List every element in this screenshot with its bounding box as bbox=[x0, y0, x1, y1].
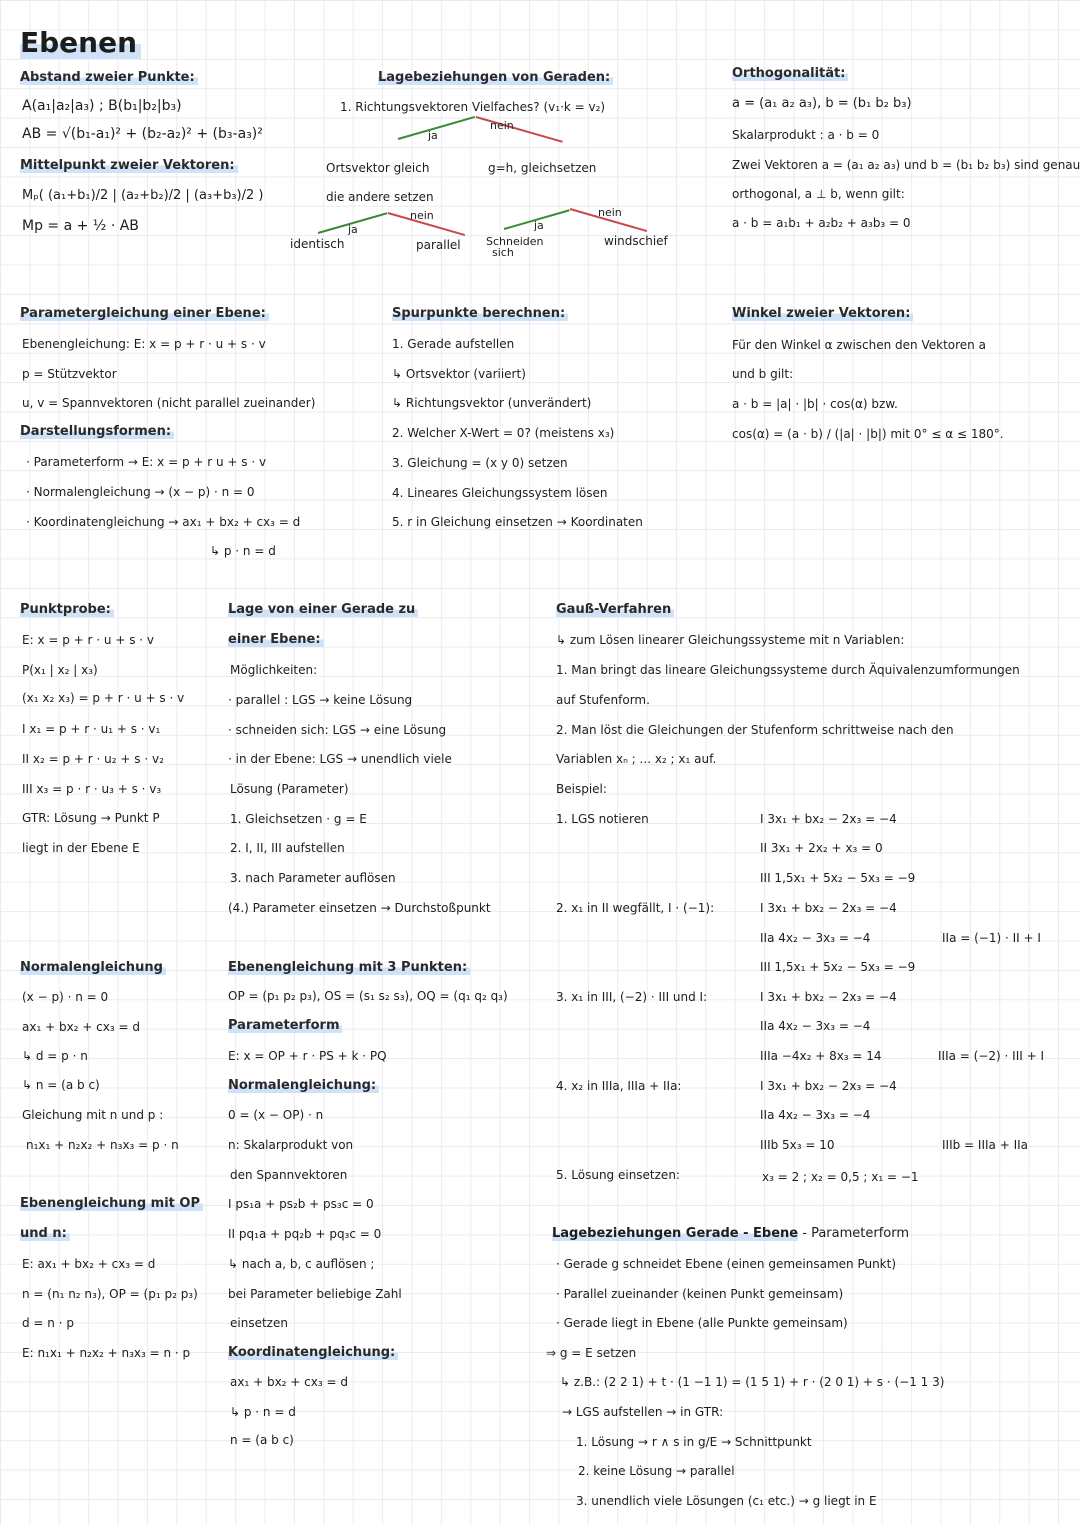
gauss-step4: 4. x₂ in IIIa, IIIa + IIa: bbox=[556, 1079, 682, 1093]
gerade-ebene-line2: · Parallel zueinander (keinen Punkt gemeinsam) bbox=[556, 1287, 844, 1301]
winkel-heading: Winkel zweier Vektoren: bbox=[732, 306, 913, 322]
abstand-points: A(a₁|a₂|a₃) ; B(b₁|b₂|b₃) bbox=[22, 98, 182, 114]
drei-punkte-heading: Ebenengleichung mit 3 Punkten: bbox=[228, 960, 470, 976]
parametergleichung-heading: Parametergleichung einer Ebene: bbox=[20, 306, 269, 322]
punktprobe-eq3: III x₃ = p · r · u₃ + s · v₃ bbox=[22, 782, 162, 796]
gauss-eq2: II 3x₁ + 2x₂ + x₃ = 0 bbox=[760, 841, 883, 855]
parameterform-eq: E: x = OP + r · PS + k · PQ bbox=[228, 1049, 387, 1063]
gauss-eq9: IIIa −4x₂ + 8x₃ = 14 bbox=[760, 1049, 882, 1063]
gerade-ebene-loesung2: 2. keine Lösung → parallel bbox=[578, 1464, 735, 1478]
result-schneiden: Schneiden bbox=[486, 235, 544, 248]
zwei-vektoren-line: Zwei Vektoren a = (a₁ a₂ a₃) und b = (b₁ b₂ b₃) sind genau bbox=[732, 158, 1080, 172]
mittelpunkt-heading: Mittelpunkt zweier Vektoren: bbox=[20, 158, 238, 174]
orthogonalitaet-heading: Orthogonalität: bbox=[732, 66, 848, 82]
normalen-line2: ax₁ + bx₂ + cx₃ = d bbox=[22, 1020, 140, 1034]
gerade-ebene-heading-row bbox=[552, 1226, 909, 1242]
gauss-eq12: IIIb 5x₃ = 10 bbox=[760, 1138, 835, 1152]
winkel-line2: und b gilt: bbox=[732, 367, 794, 381]
lage-step3: 3. nach Parameter auflösen bbox=[230, 871, 396, 885]
moeglichkeiten-line: Möglichkeiten: bbox=[230, 663, 318, 677]
lage-parallel: · parallel : LGS → keine Lösung bbox=[228, 693, 413, 707]
gauss-step2: 2. x₁ in II wegfällt, I · (−1): bbox=[556, 901, 715, 915]
op-n-line4: E: n₁x₁ + n₂x₂ + n₃x₃ = n · p bbox=[22, 1346, 191, 1360]
spurpunkte-step4: 4. Lineares Gleichungssystem lösen bbox=[392, 486, 608, 500]
winkel-line3: a · b = |a| · |b| · cos(α) bzw. bbox=[732, 397, 898, 411]
ortsvektor-text: Ortsvektor gleich bbox=[326, 161, 430, 175]
winkel-line1: Für den Winkel α zwischen den Vektoren a bbox=[732, 338, 986, 352]
spurpunkte-heading: Spurpunkte berechnen: bbox=[392, 306, 568, 322]
gauss-line2: 1. Man bringt das lineare Gleichungssysteme durch Äquivalenzumformungen bbox=[556, 663, 1020, 677]
beliebige-zahl-line: bei Parameter beliebige Zahl bbox=[228, 1287, 402, 1301]
gauss-line5: Variablen xₙ ; ... x₂ ; x₁ auf. bbox=[556, 752, 717, 766]
einsetzen-line: einsetzen bbox=[230, 1316, 288, 1330]
op-n-line1: E: ax₁ + bx₂ + cx₃ = d bbox=[22, 1257, 156, 1271]
gauss-eq8: IIa 4x₂ − 3x₃ = −4 bbox=[760, 1019, 871, 1033]
gauss-note1: IIa = (−1) · II + I bbox=[942, 931, 1041, 945]
punktprobe-line2: P(x₁ | x₂ | x₃) bbox=[22, 663, 98, 677]
gerade-ebene-heading-suffix: - Parameterform bbox=[798, 1226, 910, 1241]
branch-nein-line bbox=[476, 116, 563, 143]
abstand-formula: AB = √(b₁-a₁)² + (b₂-a₂)² + (b₃-a₃)² bbox=[22, 126, 263, 142]
result-identisch: identisch bbox=[290, 237, 345, 251]
gauss-step3: 3. x₁ in III, (−2) · III und I: bbox=[556, 990, 708, 1004]
spurpunkte-step1: 1. Gerade aufstellen bbox=[392, 337, 515, 351]
parameterform-heading: Parameterform bbox=[228, 1018, 342, 1034]
op-n-heading: Ebenengleichung mit OP bbox=[20, 1196, 203, 1212]
gerade-ebene-line1: · Gerade g schneidet Ebene (einen gemeinsamen Punkt) bbox=[556, 1257, 897, 1271]
gerade-ebene-beispiel: ↳ z.B.: (2 2 1) + t · (1 −1 1) = (1 5 1) + r · (2 0 1) + s · (−1 1 3) bbox=[560, 1375, 945, 1389]
punktprobe-line1: E: x = p + r · u + s · v bbox=[22, 633, 154, 647]
punktprobe-heading: Punktprobe: bbox=[20, 602, 114, 618]
result-windschief: windschief bbox=[604, 234, 668, 248]
punktprobe-eq2: II x₂ = p + r · u₂ + s · v₂ bbox=[22, 752, 164, 766]
stuetzvektor-line: p = Stützvektor bbox=[22, 367, 117, 381]
gerade-ebene-loesung1: 1. Lösung → r ∧ s in g/E → Schnittpunkt bbox=[576, 1435, 812, 1449]
normalen-line6: n₁x₁ + n₂x₂ + n₃x₃ = p · n bbox=[26, 1138, 179, 1152]
normalengleichung2-heading: Normalengleichung: bbox=[228, 1078, 379, 1094]
spurpunkte-step5: 5. r in Gleichung einsetzen → Koordinaten bbox=[392, 515, 643, 529]
normalen2-eq: 0 = (x − OP) · n bbox=[228, 1108, 324, 1122]
lage-in-ebene: · in der Ebene: LGS → unendlich viele bbox=[228, 752, 452, 766]
spurpunkte-richtungsvektor: ↳ Richtungsvektor (unverändert) bbox=[392, 396, 592, 410]
koordinatengleichung-line: · Koordinatengleichung → ax₁ + bx₂ + cx₃ = d bbox=[26, 515, 301, 529]
normalengleichung-line: · Normalengleichung → (x − p) · n = 0 bbox=[26, 485, 255, 499]
spurpunkte-step3: 3. Gleichung = (x y 0) setzen bbox=[392, 456, 568, 470]
gerade-ebene-line3: · Gerade liegt in Ebene (alle Punkte gemeinsam) bbox=[556, 1316, 848, 1330]
mittelpunkt-formula: Mₚ( (a₁+b₁)/2 | (a₂+b₂)/2 | (a₃+b₃)/2 ) bbox=[22, 188, 264, 203]
punktprobe-eq1: I x₁ = p + r · u₁ + s · v₁ bbox=[22, 722, 161, 736]
gauss-beispiel: Beispiel: bbox=[556, 782, 607, 796]
orthogonal-line: orthogonal, a ⊥ b, wenn gilt: bbox=[732, 187, 905, 201]
ortho-formula: a · b = a₁b₁ + a₂b₂ + a₃b₃ = 0 bbox=[732, 216, 911, 230]
spannvektoren-text: den Spannvektoren bbox=[230, 1168, 348, 1182]
lage-step4: (4.) Parameter einsetzen → Durchstoßpunkt bbox=[228, 901, 491, 915]
gauss-eq10: I 3x₁ + bx₂ − 2x₃ = −4 bbox=[760, 1079, 897, 1093]
skalarprodukt-line: Skalarprodukt : a · b = 0 bbox=[732, 128, 880, 142]
gauss-step1: 1. LGS notieren bbox=[556, 812, 649, 826]
lage-loesung: Lösung (Parameter) bbox=[230, 782, 349, 796]
abstand-heading: Abstand zweier Punkte: bbox=[20, 70, 198, 86]
gauss-line4: 2. Man löst die Gleichungen der Stufenform schrittweise nach den bbox=[556, 723, 954, 737]
darstellungsformen-heading: Darstellungsformen: bbox=[20, 424, 174, 440]
punktprobe-gtr: GTR: Lösung → Punkt P bbox=[22, 811, 160, 825]
spurpunkte-step2: 2. Welcher X-Wert = 0? (meistens x₃) bbox=[392, 426, 615, 440]
ebenengleichung-line: Ebenengleichung: E: x = p + r · u + s · v bbox=[22, 337, 266, 351]
gleichsetzen-text: g=h, gleichsetzen bbox=[488, 161, 597, 175]
gauss-eq1: I 3x₁ + bx₂ − 2x₃ = −4 bbox=[760, 812, 897, 826]
gauss-eq3: III 1,5x₁ + 5x₂ − 5x₃ = −9 bbox=[760, 871, 916, 885]
gerade-ebene-loesung3: 3. unendlich viele Lösungen (c₁ etc.) → g liegt in E bbox=[576, 1494, 877, 1508]
lage-schneiden: · schneiden sich: LGS → eine Lösung bbox=[228, 723, 447, 737]
drei-punkte-eq2: II pq₁a + pq₂b + pq₃c = 0 bbox=[228, 1227, 382, 1241]
page-title: Ebenen bbox=[20, 26, 141, 60]
gerade-ebene-heading: Lagebeziehungen Gerade - Ebene bbox=[552, 1226, 799, 1241]
gauss-eq4: I 3x₁ + bx₂ − 2x₃ = −4 bbox=[760, 901, 897, 915]
koordinatengleichung-heading: Koordinatengleichung: bbox=[228, 1345, 398, 1361]
normalen-line4: ↳ n = (a b c) bbox=[22, 1078, 100, 1092]
gerade-ebene-setzen: ⇒ g = E setzen bbox=[546, 1346, 637, 1360]
normalen-line5: Gleichung mit n und p : bbox=[22, 1108, 164, 1122]
koordinaten-n: n = (a b c) bbox=[230, 1433, 294, 1447]
op-n-line2: n = (n₁ n₂ n₃), OP = (p₁ p₂ p₃) bbox=[22, 1287, 198, 1301]
gauss-line1: ↳ zum Lösen linearer Gleichungssysteme mit n Variablen: bbox=[556, 633, 905, 647]
gauss-heading: Gauß-Verfahren bbox=[556, 602, 674, 618]
richtungsvektoren-question: 1. Richtungsvektoren Vielfaches? (v₁·k = v₂) bbox=[340, 100, 606, 114]
lage-gerade-heading2: einer Ebene: bbox=[228, 632, 324, 648]
branch-ja-label: ja bbox=[428, 129, 438, 142]
normalen-line1: (x − p) · n = 0 bbox=[22, 990, 109, 1004]
parameterform-line: · Parameterform → E: x = p + r u + s · v bbox=[26, 455, 267, 469]
gauss-eq11: IIa 4x₂ − 3x₃ = −4 bbox=[760, 1108, 871, 1122]
lage-step2: 2. I, II, III aufstellen bbox=[230, 841, 345, 855]
branch-ja3-label: ja bbox=[534, 219, 544, 232]
mittelpunkt-vector: Mp = a + ½ · AB bbox=[22, 218, 139, 234]
branch-ja2-label: ja bbox=[348, 223, 358, 236]
punktprobe-line3: (x₁ x₂ x₃) = p + r · u + s · v bbox=[22, 691, 185, 705]
gauss-line3: auf Stufenform. bbox=[556, 693, 650, 707]
gerade-ebene-gtr: → LGS aufstellen → in GTR: bbox=[562, 1405, 724, 1419]
gauss-eq7: I 3x₁ + bx₂ − 2x₃ = −4 bbox=[760, 990, 897, 1004]
branch-nein3-label: nein bbox=[598, 206, 622, 219]
skalarprodukt-von: n: Skalarprodukt von bbox=[228, 1138, 354, 1152]
koordinaten-eq: ax₁ + bx₂ + cx₃ = d bbox=[230, 1375, 348, 1389]
drei-punkte-vectors: OP = (p₁ p₂ p₃), OS = (s₁ s₂ s₃), OQ = (q₁ q₂ q₃) bbox=[228, 989, 508, 1003]
andere-setzen-text: die andere setzen bbox=[326, 190, 434, 204]
winkel-cos-formula: cos(α) = (a · b) / (|a| · |b|) mit 0° ≤ α ≤ 180°. bbox=[732, 427, 1004, 441]
p-n-d-line: ↳ p · n = d bbox=[210, 544, 276, 558]
punktprobe-liegt: liegt in der Ebene E bbox=[22, 841, 140, 855]
branch-nein2-label: nein bbox=[410, 209, 434, 222]
drei-punkte-eq1: I ps₁a + ps₂b + ps₃c = 0 bbox=[228, 1197, 374, 1211]
gauss-solution: x₃ = 2 ; x₂ = 0,5 ; x₁ = −1 bbox=[762, 1170, 919, 1184]
gauss-step5: 5. Lösung einsetzen: bbox=[556, 1168, 680, 1182]
spannvektoren-line: u, v = Spannvektoren (nicht parallel zueinander) bbox=[22, 396, 316, 410]
aufloesen-line: ↳ nach a, b, c auflösen ; bbox=[228, 1257, 375, 1271]
lage-step1: 1. Gleichsetzen · g = E bbox=[230, 812, 367, 826]
op-n-heading2: und n: bbox=[20, 1226, 70, 1242]
spurpunkte-ortsvektor: ↳ Ortsvektor (variiert) bbox=[392, 367, 526, 381]
result-parallel: parallel bbox=[416, 238, 461, 252]
gauss-note2: IIIa = (−2) · III + I bbox=[938, 1049, 1044, 1063]
koordinaten-pn: ↳ p · n = d bbox=[230, 1405, 296, 1419]
ortho-vectors: a = (a₁ a₂ a₃), b = (b₁ b₂ b₃) bbox=[732, 96, 912, 111]
branch-nein-label: nein bbox=[490, 119, 514, 132]
gauss-note3: IIIb = IIIa + IIa bbox=[942, 1138, 1029, 1152]
gauss-eq5: IIa 4x₂ − 3x₃ = −4 bbox=[760, 931, 871, 945]
op-n-line3: d = n · p bbox=[22, 1316, 74, 1330]
normalengleichung-heading: Normalengleichung bbox=[20, 960, 166, 976]
lagebeziehungen-heading: Lagebeziehungen von Geraden: bbox=[378, 70, 613, 86]
normalen-line3: ↳ d = p · n bbox=[22, 1049, 88, 1063]
lage-gerade-heading: Lage von einer Gerade zu bbox=[228, 602, 418, 618]
gauss-eq6: III 1,5x₁ + 5x₂ − 5x₃ = −9 bbox=[760, 960, 916, 974]
result-sich: sich bbox=[492, 246, 514, 259]
